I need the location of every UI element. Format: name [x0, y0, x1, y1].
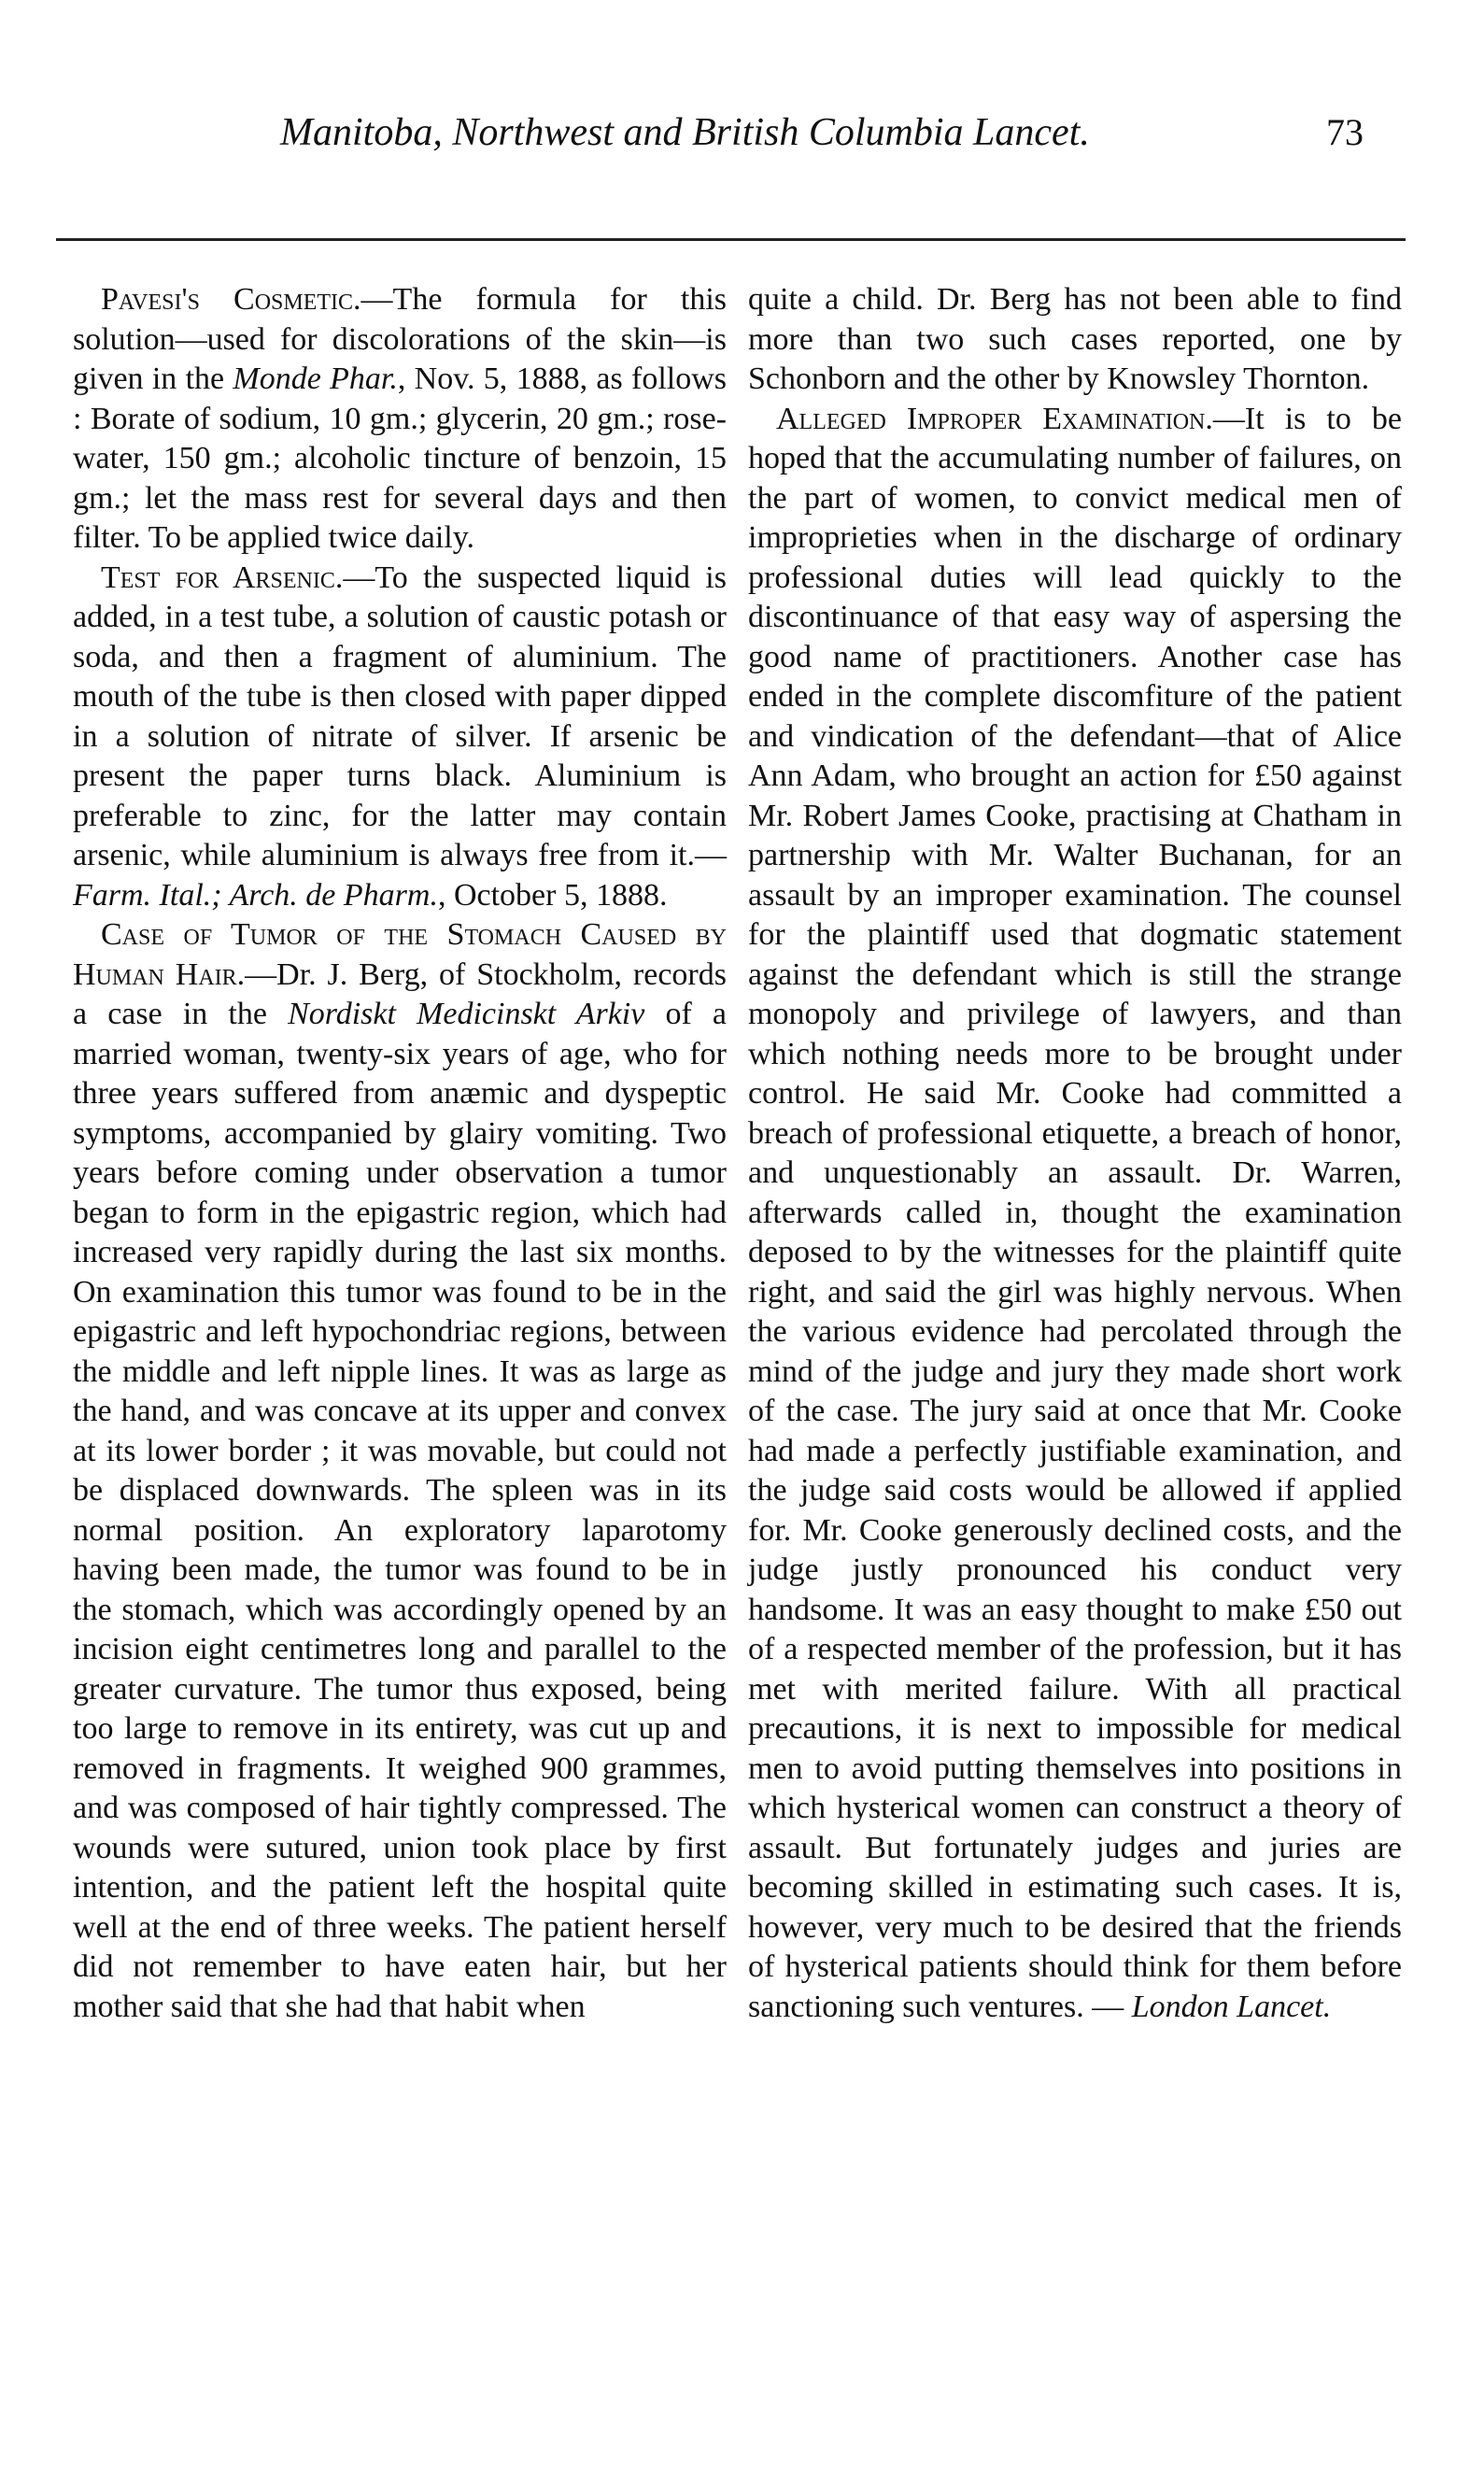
paragraph-text: quite a child. Dr. Berg has not been able to find more than two such cases reported, one by Schonborn and the other by Knowsley Thornton.	[748, 282, 1402, 396]
paragraph-test-for-arsenic	[73, 559, 727, 916]
right-column	[748, 280, 1402, 2429]
paragraph-tumor-of-stomach	[73, 915, 727, 2027]
paragraph-text: —To the suspected liquid is added, in a test tube, a solution of caustic potash or soda, and then a fragment of aluminium. The mouth of the tube is then closed with paper dipped in a solution of nitrate of silver. If arsenic be present the paper turns black. Aluminium is preferable to zinc, for the latter may contain arsenic, while aluminium is always free from it.—	[73, 560, 727, 872]
journal-reference: Nordiskt Medicinskt Arkiv	[288, 997, 645, 1031]
journal-reference: Monde Phar.	[233, 361, 398, 396]
paragraph-continuation	[748, 280, 1402, 400]
page-number: 73	[1326, 111, 1364, 153]
left-column	[73, 280, 727, 2429]
running-title: Manitoba, Northwest and British Columbia Lancet.	[280, 111, 1090, 154]
paragraph-paves-cosmetic	[73, 280, 727, 559]
paragraph-alleged-improper-examination	[748, 400, 1402, 2028]
paragraph-text: , Nov. 5, 1888, as follows : Borate of sodium, 10 gm.; glycerin, 20 gm.; rose-water, 150 gm.; alcoholic tincture of benzoin, 15 gm.; let the mass rest for several days and then filter. To be applied twice daily.	[73, 361, 727, 555]
paragraph-text: —Dr. J. Berg, of Stockholm, records a case in the	[73, 956, 727, 1031]
paragraph-text: of a married woman, twenty-six years of age, who for three years suffered from anæmic and dyspeptic symptoms, accompanied by glairy vomiting. Two years before coming under observation a tumor began to form in the epigastric region, which had increased very rapidly during the last six months. On examination this tumor was found to be in the epigastric and left hypochondriac regions, between the middle and left nipple lines. It was as large as the hand, and was concave at its upper and convex at its lower border ; it was movable, but could not be displaced downwards. The spleen was in its normal position. An exploratory laparotomy having been made, the tumor was found to be in the stomach, which was accordingly opened by an incision eight centimetres long and parallel to the greater curvature. The tumor thus exposed, being too large to remove in its entirety, was cut up and removed in fragments. It weighed 900 grammes, and was composed of hair tightly compressed. The wounds were sutured, union took place by first intention, and the patient left the hospital quite well at the end of three weeks. The patient herself did not remember to have eaten hair, but her mother said that she had that habit when	[73, 997, 727, 2024]
running-header	[0, 110, 1484, 185]
paragraph-heading: Test for Arsenic.	[101, 560, 344, 595]
paragraph-text: —The formula for this solution—used for discolorations of the skin—is given in the	[73, 282, 727, 396]
paragraph-heading: Alleged Improper Examination.	[776, 401, 1213, 436]
paragraph-text: —It is to be hoped that the accumulating number of failures, on the part of women, to convict medical men of improprieties when in the discharge of ordinary professional duties will lead quickly to the discontinuance of that easy way of aspersing the good name of practitioners. Another case has ended in the complete discomfiture of the patient and vindication of the defendant—that of Alice Ann Adam, who brought an action for £50 against Mr. Robert James Cooke, practising at Chatham in partnership with Mr. Walter Buchanan, for an assault by an improper examination. The counsel for the plaintiff used that dogmatic statement against the defendant which is still the strange monopoly and privilege of lawyers, and than which nothing needs more to be brought under control. He said Mr. Cooke had committed a breach of professional etiquette, a breach of honor, and unquestionably an assault. Dr. Warren, afterwards called in, thought the examination deposed to by the witnesses for the plaintiff quite right, and said the girl was highly nervous. When the various evidence had percolated through the mind of the judge and jury they made short work of the case. The jury said at once that Mr. Cooke had made a perfectly justifiable examination, and the judge said costs would be allowed if applied for. Mr. Cooke generously declined costs, and the judge justly pronounced his conduct very handsome. It was an easy thought to make £50 out of a respected member of the profession, but it has met with merited failure. With all practical precautions, it is next to impossible for medical men to avoid putting themselves into positions in which hysterical women can construct a theory of assault. But fortunately judges and juries are becoming skilled in estimating such cases. It is, however, very much to be desired that the friends of hysterical patients should think for them before sanctioning such ventures. —	[748, 401, 1402, 2024]
journal-reference: London Lancet.	[1131, 1989, 1332, 2024]
header-rule	[56, 238, 1406, 241]
paragraph-heading: Case of Tumor of the Stomach Caused by Human Hair.	[73, 917, 727, 992]
paragraph-heading: Pavesi's Cosmetic.	[101, 282, 361, 317]
paragraph-text: , October 5, 1888.	[437, 877, 668, 913]
journal-reference: Farm. Ital.; Arch. de Pharm.	[73, 877, 438, 913]
